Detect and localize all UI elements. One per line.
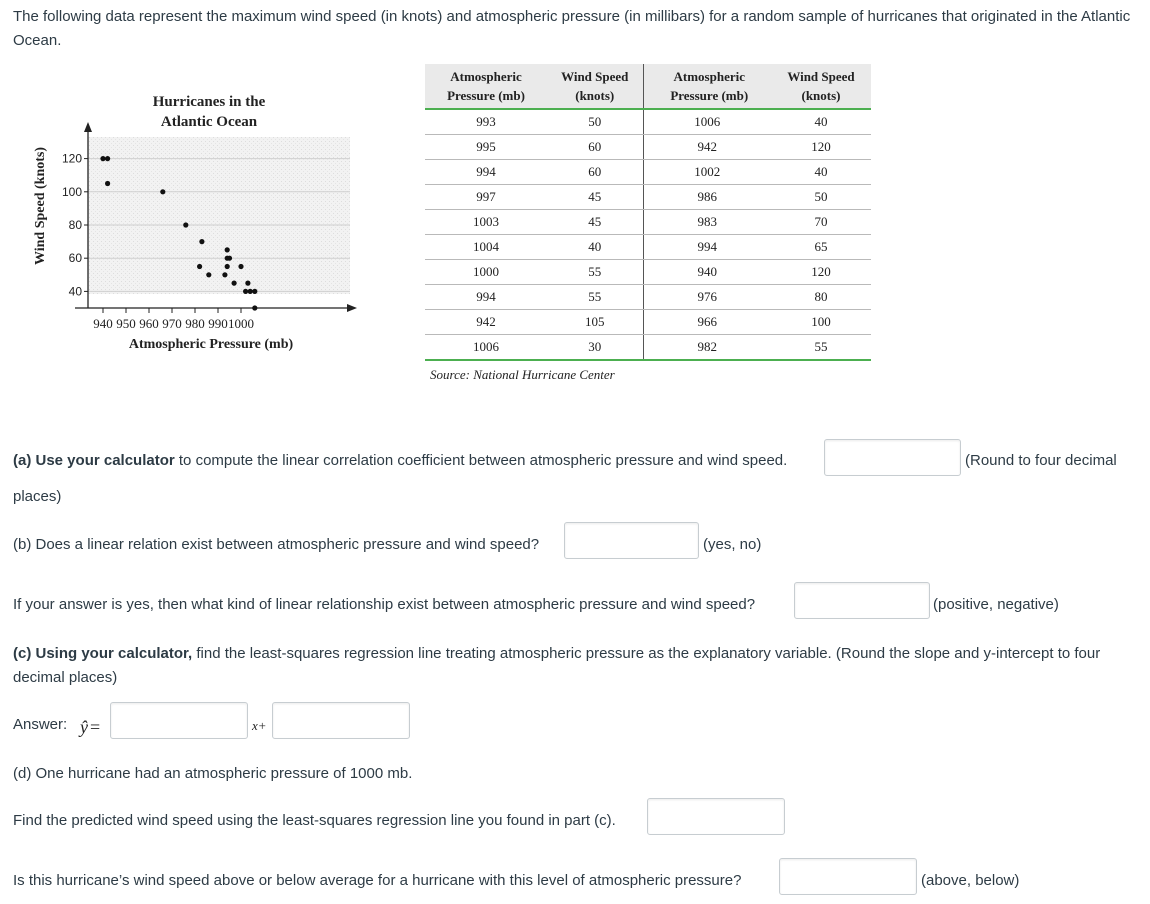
table-cell: 1004: [425, 235, 547, 260]
header-line: Pressure (mb): [447, 88, 525, 103]
predicted-wind-input[interactable]: [647, 798, 785, 835]
x-axis-arrow: [347, 304, 357, 312]
table-cell: 994: [643, 235, 771, 260]
data-point: [199, 239, 204, 244]
question-b-followup: If your answer is yes, then what kind of linear relationship exist between atmospheric pressure and wind speed?: [13, 596, 756, 613]
intro-text: The following data represent the maximum wind speed (in knots) and atmospheric pressure (in millibars) for a random sample of hurricanes that originated in the Atlantic Ocean.: [13, 8, 1131, 49]
y-ticks: [62, 152, 88, 299]
data-point: [238, 264, 243, 269]
x-tick-label: 990: [208, 316, 228, 331]
table-cell: 995: [425, 135, 547, 160]
data-point: [160, 189, 165, 194]
x-plus-label: x+: [252, 718, 267, 733]
y-tick-label: 40: [68, 284, 82, 299]
header-pressure-1: [425, 64, 547, 109]
question-a-hint: (Round to four decimal: [965, 452, 1117, 469]
y-tick-label: 80: [68, 218, 82, 232]
header-wind-1: [547, 64, 643, 109]
table-cell: 100: [771, 310, 871, 335]
question-a: [13, 449, 787, 473]
table-cell: 105: [547, 310, 643, 335]
table-cell: 60: [547, 135, 643, 160]
linear-relation-input[interactable]: [564, 522, 699, 559]
data-point: [183, 222, 188, 227]
table-cell: 55: [547, 260, 643, 285]
header-pressure-2: [643, 64, 771, 109]
table-cell: 983: [643, 210, 771, 235]
table-source: Source: National Hurricane Center: [430, 367, 615, 382]
table-row: [425, 310, 871, 335]
header-line: Pressure (mb): [670, 88, 749, 103]
header-wind-2: [771, 64, 871, 109]
data-table: [425, 64, 871, 361]
x-tick-label: 940: [93, 316, 113, 331]
data-point: [225, 247, 230, 252]
above-below-input[interactable]: [779, 858, 917, 895]
question-c-label: (c) Using your calculator,: [13, 645, 193, 662]
scatter-plot-svg: [25, 85, 365, 360]
table-cell: 50: [771, 185, 871, 210]
table-cell: 994: [425, 285, 547, 310]
table-cell: 940: [643, 260, 771, 285]
table-cell: 1000: [425, 260, 547, 285]
y-tick-label: 100: [61, 184, 82, 199]
question-a-hint-cont: places): [13, 488, 62, 505]
y-tick-label: 60: [68, 251, 82, 266]
question-b-followup-hint: (positive, negative): [933, 596, 1059, 613]
x-tick-label: 970: [162, 316, 182, 331]
slope-input[interactable]: [110, 702, 248, 739]
question-c-cont: decimal places): [13, 669, 118, 686]
data-point: [225, 256, 230, 261]
x-tick-label: 960: [139, 316, 159, 331]
data-point: [248, 289, 253, 294]
question-b-hint: (yes, no): [703, 536, 762, 553]
data-point: [225, 264, 230, 269]
header-line: (knots): [801, 88, 841, 103]
data-point: [222, 272, 227, 277]
chart-title-line1: Hurricanes in the: [152, 94, 266, 110]
table-cell: 50: [547, 109, 643, 135]
table-cell: 55: [547, 285, 643, 310]
table-cell: 966: [643, 310, 771, 335]
question-a-label: (a) Use your calculator: [13, 452, 175, 469]
table-body: [425, 109, 871, 360]
data-point: [243, 289, 248, 294]
table-cell: 60: [547, 160, 643, 185]
question-b: (b) Does a linear relation exist between atmospheric pressure and wind speed?: [13, 536, 540, 553]
table-cell: 1006: [425, 335, 547, 361]
question-d-hint: (above, below): [921, 872, 1020, 889]
y-hat: ŷ: [80, 717, 88, 737]
data-point: [105, 181, 110, 186]
table-cell: 120: [771, 135, 871, 160]
x-tick-label: 1000: [228, 316, 254, 331]
x-ticks: [93, 308, 254, 331]
table-row: [425, 285, 871, 310]
y-axis-label: Wind Speed (knots): [33, 146, 48, 266]
intercept-input[interactable]: [272, 702, 410, 739]
table-cell: 942: [425, 310, 547, 335]
question-d-question: Is this hurricane’s wind speed above or below average for a hurricane with this level of atmospheric pressure?: [13, 872, 742, 889]
table-cell: 976: [643, 285, 771, 310]
table-cell: 1006: [643, 109, 771, 135]
chart-title-line2: Atlantic Ocean: [160, 114, 258, 130]
table-row: [425, 260, 871, 285]
question-a-text: to compute the linear correlation coefficient between atmospheric pressure and wind speed.: [174, 452, 788, 469]
x-axis-label: Atmospheric Pressure (mb): [128, 337, 294, 352]
table-cell: 993: [425, 109, 547, 135]
table-row: [425, 109, 871, 135]
table-cell: 45: [547, 185, 643, 210]
data-point: [245, 281, 250, 286]
table-row: [425, 210, 871, 235]
table-row: [425, 185, 871, 210]
data-point: [252, 289, 257, 294]
y-hat-symbol: [80, 715, 100, 739]
table-cell: 40: [547, 235, 643, 260]
table-cell: 994: [425, 160, 547, 185]
data-table-wrap: [425, 64, 871, 383]
table-cell: 1003: [425, 210, 547, 235]
table-cell: 120: [771, 260, 871, 285]
table-cell: 80: [771, 285, 871, 310]
table-cell: 55: [771, 335, 871, 361]
x-tick-label: 950: [116, 316, 136, 331]
relationship-kind-input[interactable]: [794, 582, 930, 619]
table-cell: 997: [425, 185, 547, 210]
plot-area: [88, 137, 350, 294]
table-header-row: [425, 64, 871, 109]
answer-label: Answer:: [13, 716, 68, 733]
table-cell: 40: [771, 160, 871, 185]
equals-sign: =: [90, 717, 101, 737]
correlation-input[interactable]: [824, 439, 961, 476]
table-row: [425, 135, 871, 160]
y-tick-label: 120: [61, 151, 82, 166]
data-point: [206, 272, 211, 277]
table-cell: 1002: [643, 160, 771, 185]
table-row: [425, 235, 871, 260]
header-line: (knots): [575, 88, 615, 103]
y-axis-arrow: [84, 122, 92, 132]
question-d: (d) One hurricane had an atmospheric pressure of 1000 mb.: [13, 765, 413, 782]
table-cell: 942: [643, 135, 771, 160]
table-cell: 30: [547, 335, 643, 361]
data-point: [105, 156, 110, 161]
question-c: [13, 642, 1100, 666]
data-point: [232, 281, 237, 286]
table-cell: 65: [771, 235, 871, 260]
scatter-chart: [25, 85, 365, 360]
data-point: [252, 305, 257, 310]
table-cell: 45: [547, 210, 643, 235]
header-line: Atmospheric: [450, 69, 522, 84]
table-row: [425, 160, 871, 185]
header-line: Wind Speed: [561, 69, 629, 84]
question-c-text: find the least-squares regression line treating atmospheric pressure as the explanatory variable. (Round the slope and y-intercept to four: [192, 645, 1101, 662]
data-point: [197, 264, 202, 269]
table-row: [425, 335, 871, 361]
table-cell: 986: [643, 185, 771, 210]
x-tick-label: 980: [185, 316, 205, 331]
question-d-find: Find the predicted wind speed using the least-squares regression line you found in part (c).: [13, 812, 616, 829]
data-point: [100, 156, 105, 161]
table-cell: 982: [643, 335, 771, 361]
header-line: Wind Speed: [787, 69, 855, 84]
table-cell: 70: [771, 210, 871, 235]
header-line: Atmospheric: [673, 69, 745, 84]
table-cell: 40: [771, 109, 871, 135]
